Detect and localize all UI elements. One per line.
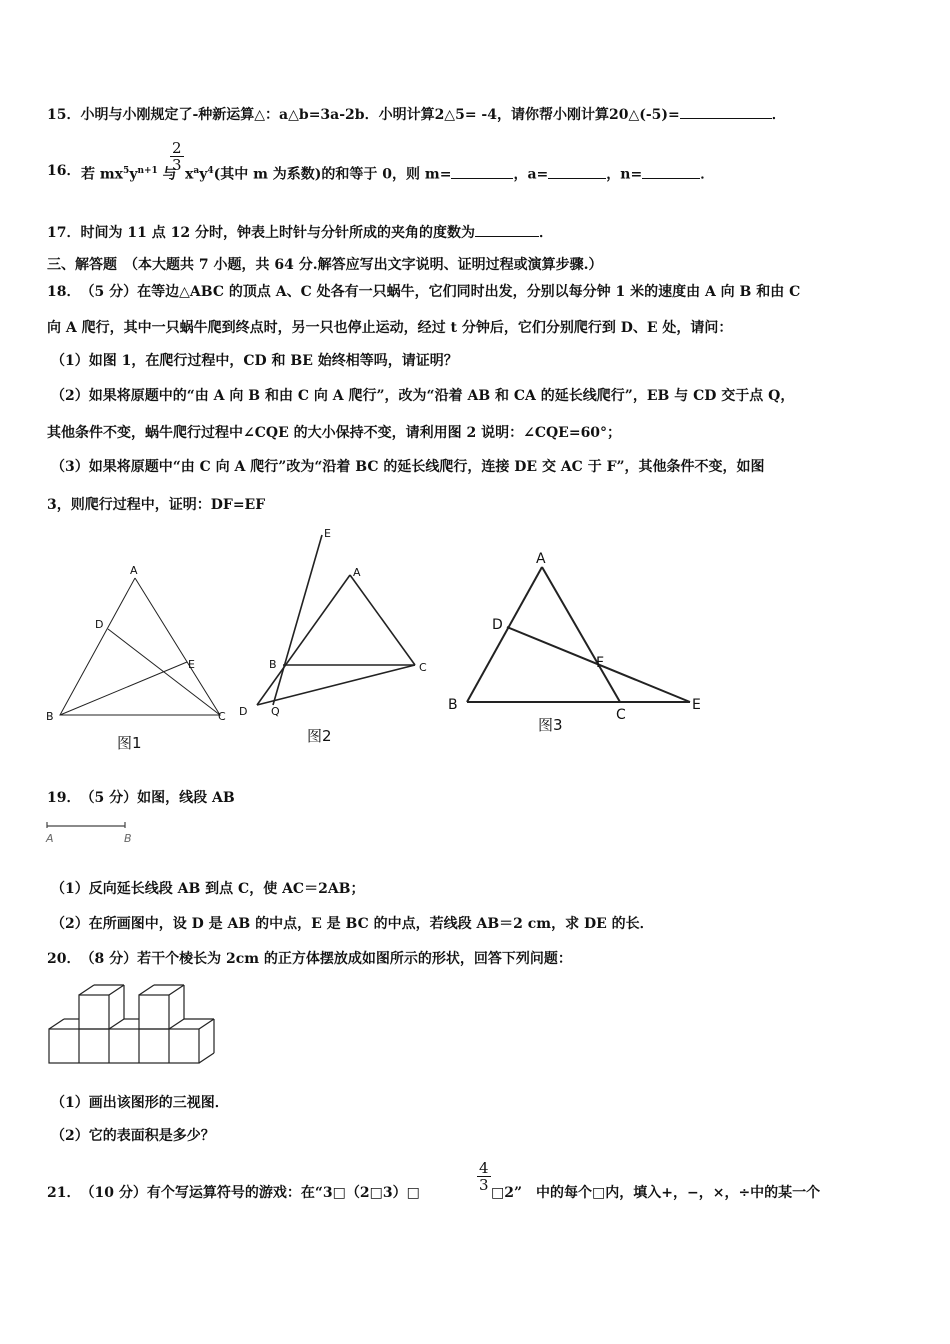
q17-text: 时间为 11 点 12 分时，钟表上时针与分针所成的夹角的度数为 xyxy=(80,225,475,241)
q20-line-1: 20． （8 分）若干个棱长为 2cm 的正方体摆放成如图所示的形状，回答下列问题： xyxy=(47,951,572,967)
q20-line-2: （1）画出该图形的三视图． xyxy=(51,1095,229,1111)
q15-number: 15． xyxy=(47,107,81,123)
q16-number: 16． xyxy=(47,163,81,179)
fig1-label-c: C xyxy=(218,710,226,723)
fig1-label-e: E xyxy=(188,658,195,671)
q16-expression-left: 若 $mx^5y^{n+1}$ 与 xyxy=(81,166,177,183)
cube-stack-diagram xyxy=(44,982,224,1067)
q16-fraction xyxy=(170,140,184,173)
fig1-caption: 图1 xyxy=(117,734,142,752)
fig2-line-ac xyxy=(350,575,415,665)
q16-expression-right: $x^ay^4$(其中 m 为系数)的和等于 0，则 m= ，a= ，n= ． xyxy=(185,162,714,184)
q19-line-2: （1）反向延长线段 AB 到点 C，使 AC＝2AB； xyxy=(51,881,365,897)
q21-fraction xyxy=(477,1160,491,1193)
fig3-label-a: A xyxy=(536,551,546,567)
q16-blank-a xyxy=(548,164,606,179)
q20-line-3: （2）它的表面积是多少？ xyxy=(51,1128,215,1144)
fig3-label-f: F xyxy=(596,655,605,671)
fig3-line-ac xyxy=(542,567,620,702)
question-15 xyxy=(47,104,786,124)
fig1-label-b: B xyxy=(46,710,54,723)
fig1-triangle xyxy=(60,578,220,715)
q19-line-1: 19． （5 分）如图，线段 AB xyxy=(47,790,235,806)
figure-2-diagram xyxy=(235,525,435,720)
q19-line-3: （2）在所画图中，设 D 是 AB 的中点，E 是 BC 的中点，若线段 AB＝2 cm，求 DE 的长． xyxy=(51,916,654,932)
q18-line-6: （3）如果将原题中“由 C 向 A 爬行”改为“沿着 BC 的延长线爬行，连接 DE 交 AC 于 F”，其他条件不变，如图 xyxy=(51,459,765,475)
fig3-caption: 图3 xyxy=(538,716,563,734)
q21-frac-denominator: 3 xyxy=(479,1176,489,1194)
fig1-segment-be xyxy=(60,662,187,715)
fig1-label-d: D xyxy=(95,618,104,631)
segment-label-a: A xyxy=(46,832,54,845)
q16-frac-numerator: 2 xyxy=(172,139,182,157)
question-21 xyxy=(47,1160,927,1210)
fig2-label-c: C xyxy=(419,661,427,674)
fig3-label-c: C xyxy=(616,707,626,723)
fig2-label-d: D xyxy=(239,705,248,718)
q18-line-5: 其他条件不变，蜗牛爬行过程中∠CQE 的大小保持不变，请利用图 2 说明：∠CQE=60°； xyxy=(47,425,622,441)
q16-blank-n xyxy=(642,164,700,179)
q18-line-3: （1）如图 1，在爬行过程中，CD 和 BE 始终相等吗，请证明？ xyxy=(51,353,458,369)
figure-3-diagram xyxy=(440,545,715,725)
fig2-label-q: Q xyxy=(271,705,280,718)
segment-ab-diagram xyxy=(44,820,144,848)
figure-1-diagram xyxy=(40,560,240,730)
fig1-label-a: A xyxy=(130,564,138,577)
q15-end: ． xyxy=(771,107,786,123)
fig2-label-b: B xyxy=(269,658,277,671)
q18-line-1: 18． （5 分）在等边△ABC 的顶点 A、C 处各有一只蜗牛，它们同时出发，分别以每分钟 1 米的速度由 A 向 B 和由 C xyxy=(47,284,801,300)
q16-frac-denominator: 3 xyxy=(172,156,182,174)
q21-text-before: 21． （10 分）有个写运算符号的游戏：在“3□（2□3）□ xyxy=(47,1185,420,1201)
question-17 xyxy=(47,222,553,242)
fig3-label-b: B xyxy=(448,697,458,713)
q18-line-7: 3，则爬行过程中，证明：DF=EF xyxy=(47,497,266,513)
fig2-line-eb xyxy=(273,535,322,705)
section-3-heading: 三、解答题 （本大题共 7 小题，共 64 分.解答应写出文字说明、证明过程或演算步骤.） xyxy=(47,257,603,273)
fig2-label-e: E xyxy=(324,527,331,540)
q17-end: ． xyxy=(538,225,553,241)
q17-answer-blank xyxy=(475,222,539,237)
q18-line-4: （2）如果将原题中的“由 A 向 B 和由 C 向 A 爬行”，改为“沿着 AB 和 CA 的延长线爬行”，EB 与 CD 交于点 Q， xyxy=(51,388,795,404)
fig2-label-a: A xyxy=(353,566,361,579)
q21-text-after: □2” 中的每个□内，填入+，−，×，÷中的某一个 xyxy=(491,1185,821,1201)
q18-line-2: 向 A 爬行，其中一只蜗牛爬到终点时，另一只也停止运动，经过 t 分钟后，它们分别爬行到 D、E 处，请问： xyxy=(47,320,733,336)
q16-blank-m xyxy=(451,164,513,179)
segment-label-b: B xyxy=(124,832,132,845)
q17-number: 17． xyxy=(47,225,81,241)
q15-answer-blank xyxy=(680,104,772,119)
q15-text: 小明与小刚规定了-种新运算△：a△b=3a-2b．小明计算2△5= -4，请你帮小刚计算20△(-5)= xyxy=(80,107,680,123)
fig2-caption: 图2 xyxy=(307,727,332,745)
fig3-label-e: E xyxy=(692,697,701,713)
fig3-line-ab xyxy=(467,567,542,702)
q21-frac-numerator: 4 xyxy=(479,1159,489,1177)
fig3-label-d: D xyxy=(492,617,503,633)
